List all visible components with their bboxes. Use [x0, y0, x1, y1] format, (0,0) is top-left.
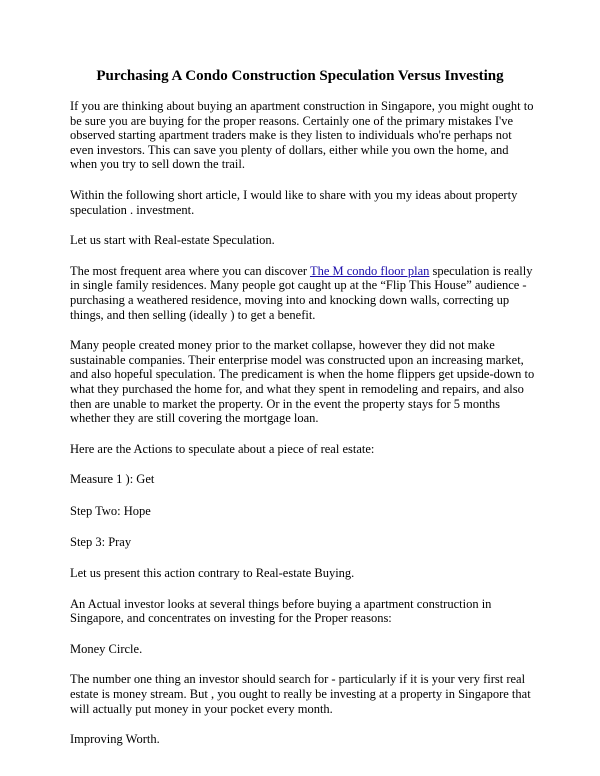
paragraph-step-2: Step Two: Hope	[70, 503, 151, 518]
paragraph-start: Let us start with Real-estate Speculation.	[70, 233, 275, 248]
document-title: Purchasing A Condo Construction Speculation Versus Investing	[96, 68, 504, 84]
paragraph-speculation-text-after: speculation is really in single family residences. Many people got caught up at the “Flip This House” audience - purchasing a weathered residence, moving into and knocking down walls, correcting up things, and then selling (ideally ) to get a benefit.	[70, 263, 533, 322]
paragraph-speculation-text-before: The most frequent area where you can discover	[70, 263, 310, 278]
document-body	[70, 99, 538, 763]
paragraph-improving-worth: Improving Worth.	[70, 732, 160, 747]
paragraph-intro: If you are thinking about buying an apartment construction in Singapore, you might ought to be sure you are buying for the proper reasons. Certainly one of the primary mistakes I've observed starting apartment traders make is they listen to individuals who're perhaps not even investors. This can save you plenty of dollars, either while you own the home, and when you try to sell down the trail.	[70, 99, 534, 172]
paragraph-money-circle: Money Circle.	[70, 641, 143, 656]
paragraph-market-collapse: Many people created money prior to the market collapse, however they did not make sustainable companies. Their enterprise model was constructed upon an increasing market, and also hopeful speculation. The predicament is when the home flippers get upside-down to what they purchased the home for, and what they spent in remodeling and repairs, and also then are unable to market the property. Or in the event the property stays for 5 months whether they are still covering the mortgage loan.	[70, 338, 535, 426]
paragraph-ideas: Within the following short article, I would like to share with you my ideas about property speculation . investment.	[70, 187, 518, 217]
paragraph-money-stream: The number one thing an investor should search for - particularly if it is your very first real estate is money stream. But , you ought to really be investing at a property in Singapore that will actually put money in your pocket every month.	[70, 672, 531, 716]
paragraph-actions-intro: Here are the Actions to speculate about a piece of real estate:	[70, 441, 375, 456]
paragraph-speculation	[70, 264, 538, 322]
paragraph-step-3: Step 3: Pray	[70, 535, 132, 550]
paragraph-contrast: Let us present this action contrary to Real-estate Buying.	[70, 566, 355, 581]
condo-floor-plan-link[interactable]: The M condo floor plan	[309, 263, 430, 278]
paragraph-investor: An Actual investor looks at several things before buying a apartment construction in Singapore, and concentrates on investing for the Proper reasons:	[70, 596, 492, 626]
paragraph-step-1: Measure 1 ): Get	[70, 472, 155, 487]
